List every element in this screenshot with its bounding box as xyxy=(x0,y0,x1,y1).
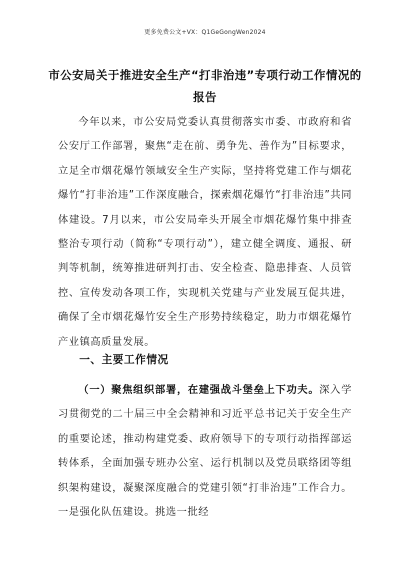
subsection-text: 深入学习贯彻党的二十届三中全会精神和习近平总书记关于安全生产的重要论述，推动构建党委、政府领导下的专项行动指挥部运转体系，全面加强专班办公室、运行机制以及党员联络团等组织架构建设，凝聚深度融合的党建引领“打非治违”工作合力。一是强化队伍建设。挑选一批经 xyxy=(58,385,352,519)
paragraph-intro: 今年以来，市公安局党委认真贯彻落实市委、市政府和省公安厅工作部署，聚焦“走在前、勇争先、善作为”目标要求，立足全市烟花爆竹领域安全生产实际，坚持将党建工作与烟花爆竹“打非治违”工作深度融合，探索烟花爆竹“打非治违”共同体建设。7月以来，市公安局牵头开展全市烟花爆竹集中排查整治专项行动（简称“专项行动”），建立健全调度、通报、研判等机制，统筹推进研判打击、安全检查、隐患排查、人员管控、宣传发动各项工作，实现机关党建与产业发展互促共进，确保了全市烟花爆竹安全生产形势持续稳定，助力市烟花爆竹产业镇高质量发展。 xyxy=(58,117,352,348)
paragraph-subsection-1 xyxy=(58,379,352,525)
header-note: 更多免费公文+VX：Q1GeGongWen2024 xyxy=(144,29,266,36)
subsection-lead: （一）聚焦组织部署，在建强战斗堡垒上下功夫。 xyxy=(78,385,320,396)
section-heading: 一、主要工作情况 xyxy=(79,354,169,366)
document-title: 市公安局关于推进安全生产“打非治违”专项行动工作情况的报告 xyxy=(48,68,362,104)
